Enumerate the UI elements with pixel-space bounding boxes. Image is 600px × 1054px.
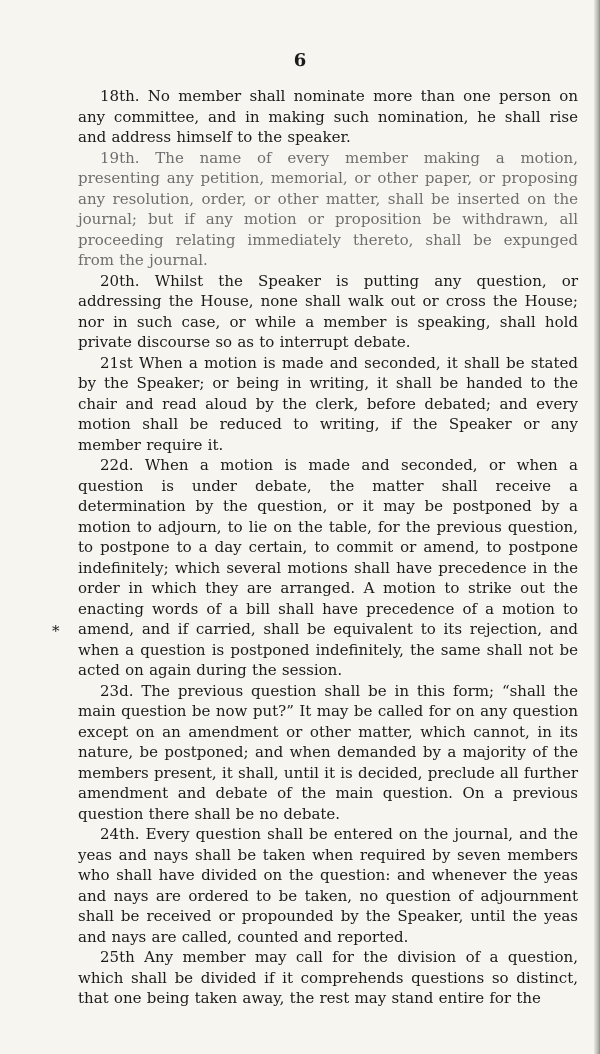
page-edge-shadow bbox=[594, 0, 600, 1054]
rule-21-paragraph: 21st When a motion is made and seconded, it shall be stated by the Speaker; or being in writing, it shall be handed to the chair and read aloud by the clerk, before debated; and every motion shall be reduced to writing, if the Speaker or any member require it. bbox=[78, 353, 578, 454]
rule-23-paragraph: 23d. The previous question shall be in this form; “shall the main question be now put?” It may be called for on any question except on an amendment or other matter, which cannot, in its nature, be postponed; and when demanded by a majority of the members present, it shall, until it is decided, preclude all further amendment and debate of the main question. On a previous question there shall be no debate. bbox=[78, 681, 578, 823]
rule-20-paragraph: 20th. Whilst the Speaker is putting any question, or addressing the House, none shall walk out or cross the House; nor in such case, or while a member is speaking, shall hold private discourse so as to interrupt debate. bbox=[78, 271, 578, 351]
page-number: 6 bbox=[293, 50, 307, 71]
rule-24-paragraph: 24th. Every question shall be entered on the journal, and the yeas and nays shall be taken when required by seven members who shall have divided on the question: and whenever the yeas and nays are ordered to be taken, no question of adjournment shall be received or propounded by the Speaker, until the yeas and nays are called, counted and reported. bbox=[78, 825, 578, 946]
rules-text-body bbox=[78, 86, 578, 1009]
rule-18-paragraph: 18th. No member shall nominate more than one person on any committee, and in making such nomination, he shall rise and address himself to the speaker. bbox=[78, 87, 578, 146]
rule-22-paragraph: 22d. When a motion is made and seconded, or when a question is under debate, the matter shall receive a determination by the question, or it may be postponed by a motion to adjourn, to lie on the table, for the previous question, to postpone to a day certain, to commit or amend, to postpone indefinitely; which several motions shall have precedence in the order in which they are arranged. A motion to strike out the enacting words of a bill shall have precedence of a motion to amend, and if carried, shall be equivalent to its rejection, and when a question is postponed indefinitely, the same shall not be acted on again during the session. bbox=[78, 456, 578, 679]
margin-asterisk-mark: * bbox=[52, 622, 60, 640]
rule-25-paragraph: 25th Any member may call for the division of a question, which shall be divided if it comprehends questions so distinct, that one being taken away, the rest may stand entire for the bbox=[78, 948, 578, 1007]
rule-19-paragraph: 19th. The name of every member making a motion, presenting any petition, memorial, or other paper, or proposing any resolution, order, or other matter, shall be inserted on the journal; but if any motion or proposition be withdrawn, all proceeding relating immediately thereto, shall be expunged from the journal. bbox=[78, 148, 578, 269]
